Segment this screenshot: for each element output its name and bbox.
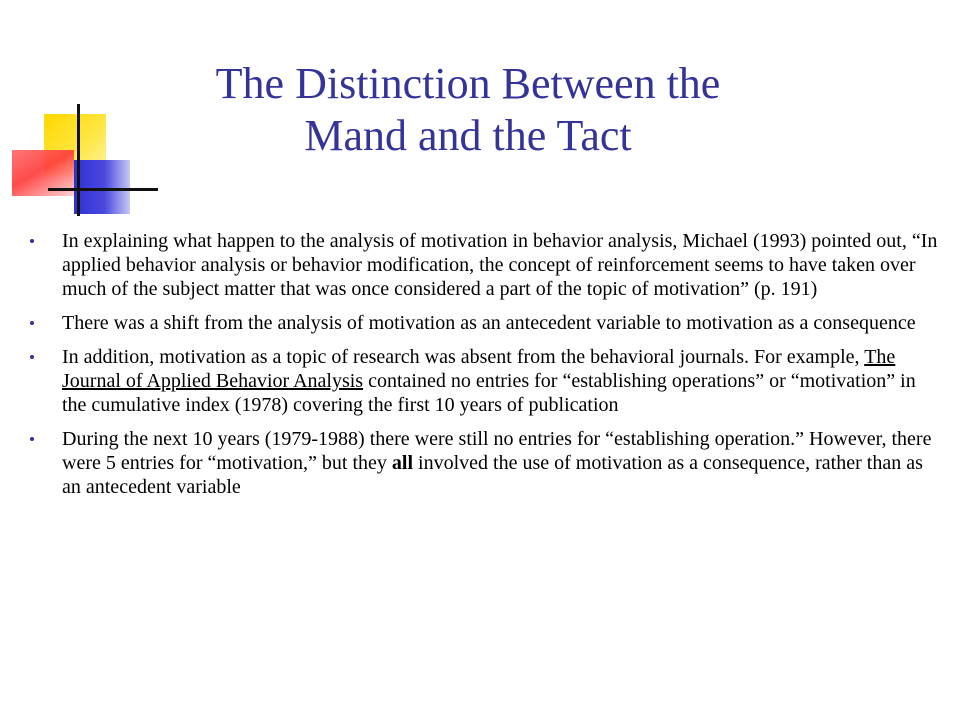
bullet-dot-icon bbox=[30, 239, 34, 243]
bullet-text: There was a shift from the analysis of motivation as an antecedent variable to motivation as a consequence bbox=[62, 312, 916, 334]
title-line-2: Mand and the Tact bbox=[304, 111, 632, 160]
title-line-1: The Distinction Between the bbox=[215, 59, 721, 108]
bullet-item bbox=[30, 345, 940, 417]
horizontal-line bbox=[48, 188, 158, 191]
blue-square bbox=[74, 160, 130, 214]
bullet-text-after: involved the use of motivation as a consequence, rather than as an antecedent variable bbox=[62, 452, 923, 498]
bullet-list bbox=[30, 229, 940, 509]
bullet-text: In explaining what happen to the analysis of motivation in behavior analysis, Michael (1993) pointed out, “In applied behavior analysis or behavior modification, the concept of reinforcement seems to have taken over much of the subject matter that was once considered a part of the topic of motivation” (p. 191) bbox=[62, 230, 938, 300]
bullet-item bbox=[30, 311, 940, 335]
bullet-text-before: In addition, motivation as a topic of research was absent from the behavioral journals. For example, bbox=[62, 346, 865, 368]
bullet-dot-icon bbox=[30, 355, 34, 359]
slide-title bbox=[150, 58, 786, 162]
journal-title: The Journal of Applied Behavior Analysis bbox=[62, 346, 896, 392]
vertical-line bbox=[77, 104, 80, 216]
bullet-text-before: During the next 10 years (1979-1988) there were still no entries for “establishing operation.” However, there were 5 entries for “motivation,” but they bbox=[62, 428, 932, 474]
bullet-item bbox=[30, 427, 940, 499]
bullet-dot-icon bbox=[30, 437, 34, 441]
emphasis-word: all bbox=[391, 452, 414, 474]
bullet-text-after: contained no entries for “establishing operations” or “motivation” in the cumulative index (1978) covering the first 10 years of publication bbox=[62, 370, 916, 416]
bullet-dot-icon bbox=[30, 321, 34, 325]
bullet-item bbox=[30, 229, 940, 301]
